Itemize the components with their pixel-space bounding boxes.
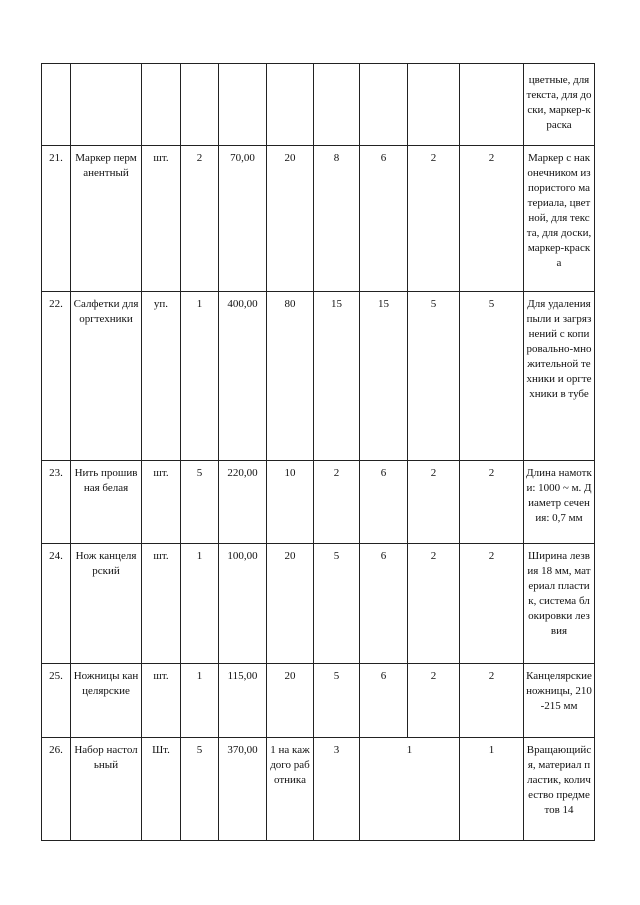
cell-price: 400,00 <box>219 292 267 461</box>
supplies-table <box>41 63 595 841</box>
cell-c4: 2 <box>408 461 460 544</box>
cell-c3: 6 <box>360 461 408 544</box>
cell-unit: Шт. <box>142 738 181 841</box>
cell-num: 25. <box>42 664 71 738</box>
cell-price: 370,00 <box>219 738 267 841</box>
table-row <box>42 664 595 738</box>
cell-description: Длина намотки: 1000 ~ м. Диаметр сечения: 0,7 мм <box>524 461 595 544</box>
cell-name: Салфетки для оргтехники <box>71 292 142 461</box>
cell-c3: 15 <box>360 292 408 461</box>
table-row <box>42 292 595 461</box>
cell-c3: 6 <box>360 544 408 664</box>
table-row <box>42 738 595 841</box>
table-row <box>42 64 595 146</box>
cell-c4: 2 <box>408 544 460 664</box>
cell-c5: 2 <box>460 146 524 292</box>
cell-num: 24. <box>42 544 71 664</box>
cell-price <box>219 64 267 146</box>
cell-name <box>71 64 142 146</box>
cell-description: Вращающийся, материал пластик, количество предметов 14 <box>524 738 595 841</box>
cell-c1: 20 <box>267 664 314 738</box>
cell-num: 23. <box>42 461 71 544</box>
cell-c2 <box>314 64 360 146</box>
cell-description: Для удаления пыли и загрязнений с копировально-множительной техники и оргтехники в тубе <box>524 292 595 461</box>
cell-qty: 5 <box>181 738 219 841</box>
cell-qty: 5 <box>181 461 219 544</box>
cell-c4: 2 <box>408 664 460 738</box>
cell-num: 22. <box>42 292 71 461</box>
cell-name: Ножницы канцелярские <box>71 664 142 738</box>
cell-qty: 1 <box>181 292 219 461</box>
cell-qty <box>181 64 219 146</box>
cell-price: 100,00 <box>219 544 267 664</box>
cell-c5: 2 <box>460 664 524 738</box>
cell-name: Нож канцелярский <box>71 544 142 664</box>
cell-c3: 6 <box>360 146 408 292</box>
cell-c5: 2 <box>460 461 524 544</box>
cell-c5: 1 <box>460 738 524 841</box>
cell-price: 70,00 <box>219 146 267 292</box>
cell-c1: 1 на каждого работника <box>267 738 314 841</box>
cell-c4: 5 <box>408 292 460 461</box>
table-row <box>42 146 595 292</box>
cell-c3-c4-merged: 1 <box>360 738 460 841</box>
cell-num: 21. <box>42 146 71 292</box>
cell-num <box>42 64 71 146</box>
cell-c5 <box>460 64 524 146</box>
cell-c2: 3 <box>314 738 360 841</box>
cell-name: Нить прошивная белая <box>71 461 142 544</box>
cell-description: цветные, для текста, для доски, маркер-краска <box>524 64 595 146</box>
cell-c3: 6 <box>360 664 408 738</box>
table-row <box>42 461 595 544</box>
cell-unit: уп. <box>142 292 181 461</box>
cell-qty: 1 <box>181 664 219 738</box>
cell-unit: шт. <box>142 664 181 738</box>
table-row <box>42 544 595 664</box>
cell-c2: 2 <box>314 461 360 544</box>
cell-c3 <box>360 64 408 146</box>
cell-description: Ширина лезвия 18 мм, материал пластик, система блокировки лезвия <box>524 544 595 664</box>
cell-c1: 10 <box>267 461 314 544</box>
cell-c5: 2 <box>460 544 524 664</box>
cell-unit: шт. <box>142 544 181 664</box>
cell-description: Канцелярские ножницы, 210-215 мм <box>524 664 595 738</box>
cell-c2: 15 <box>314 292 360 461</box>
cell-unit: шт. <box>142 461 181 544</box>
cell-c4: 2 <box>408 146 460 292</box>
cell-num: 26. <box>42 738 71 841</box>
cell-price: 220,00 <box>219 461 267 544</box>
cell-unit: шт. <box>142 146 181 292</box>
cell-c2: 5 <box>314 544 360 664</box>
cell-qty: 2 <box>181 146 219 292</box>
cell-c1: 80 <box>267 292 314 461</box>
cell-price: 115,00 <box>219 664 267 738</box>
cell-c5: 5 <box>460 292 524 461</box>
cell-qty: 1 <box>181 544 219 664</box>
cell-description: Маркер с наконечником из пористого материала, цветной, для текста, для доски, маркер-краска <box>524 146 595 292</box>
cell-c1: 20 <box>267 146 314 292</box>
cell-c1: 20 <box>267 544 314 664</box>
cell-c1 <box>267 64 314 146</box>
cell-unit <box>142 64 181 146</box>
cell-name: Набор настольный <box>71 738 142 841</box>
cell-name: Маркер перманентный <box>71 146 142 292</box>
cell-c4 <box>408 64 460 146</box>
cell-c2: 8 <box>314 146 360 292</box>
cell-c2: 5 <box>314 664 360 738</box>
